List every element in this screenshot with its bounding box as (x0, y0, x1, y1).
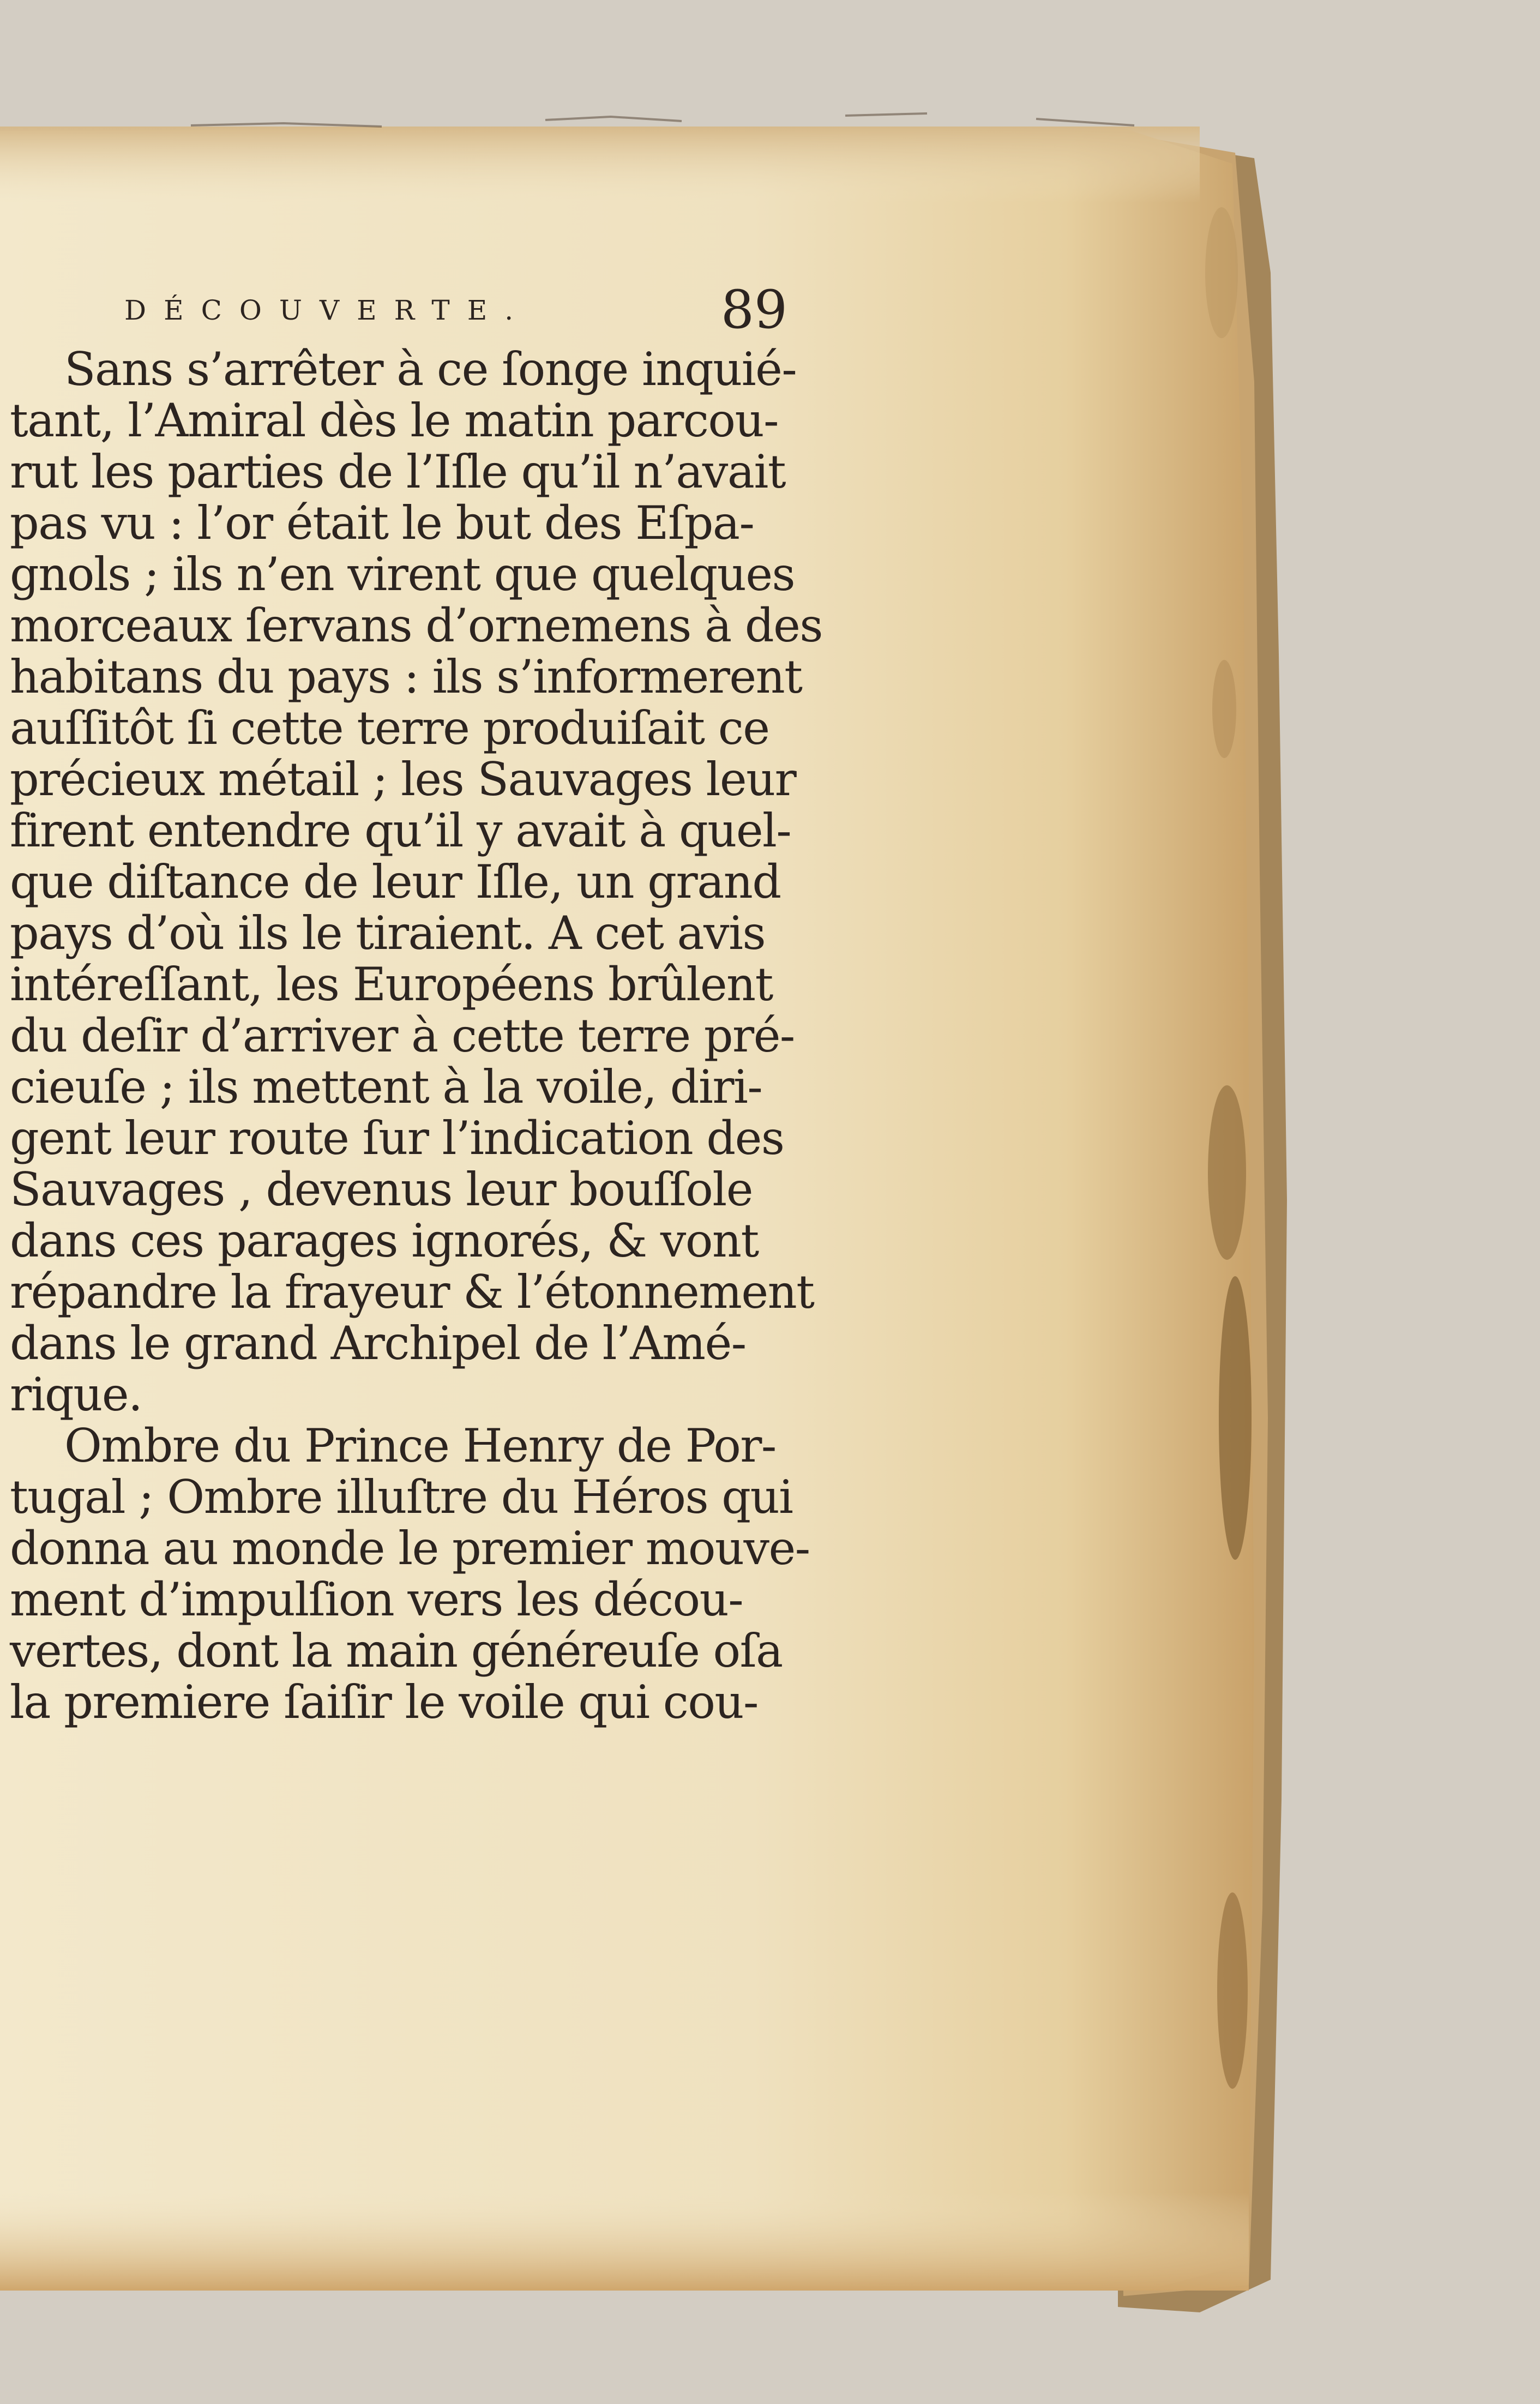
text-line: gnols ; ils n’en virent que quelques (10, 548, 795, 601)
paragraph (10, 342, 822, 1421)
running-title: DÉCOUVERTE. (124, 295, 531, 326)
text-line: tugal ; Ombre illuſtre du Héros qui (10, 1470, 793, 1524)
paragraph (10, 1419, 810, 1729)
text-line: Sans s’arrêter à ce ſonge inquié- (64, 342, 797, 396)
text-line: morceaux ſervans d’ornemens à des (10, 599, 822, 652)
text-line: tant, l’Amiral dès le matin parcou- (10, 394, 778, 447)
text-line: ment d’impulſion vers les décou- (10, 1573, 743, 1626)
text-line: intéreſſant, les Européens brûlent (10, 958, 773, 1011)
running-head (10, 279, 787, 344)
text-line: cieuſe ; ils mettent à la voile, diri- (10, 1060, 762, 1114)
text-line: précieux métail ; les Sauvages leur (10, 753, 796, 806)
text-line: gent leur route ſur l’indication des (10, 1111, 784, 1165)
text-line: Ombre du Prince Henry de Por- (64, 1419, 776, 1473)
text-line: du deſir d’arriver à cette terre pré- (10, 1009, 795, 1062)
text-line: rut les parties de l’Iſle qu’il n’avait (10, 445, 786, 498)
text-line: répandre la frayeur & l’étonnement (10, 1265, 814, 1319)
text-line: dans le grand Archipel de l’Amé- (10, 1317, 746, 1370)
text-line: la premiere ſaiſir le voile qui cou- (10, 1675, 758, 1729)
page-number: 89 (720, 279, 787, 340)
text-line: rique. (10, 1368, 142, 1421)
text-line: habitans du pays : ils s’informerent (10, 650, 802, 704)
text-line: firent entendre qu’il y avait à quel- (10, 804, 791, 857)
text-line: pays d’où ils le tiraient. A cet avis (10, 906, 766, 960)
text-line: auſſitôt ſi cette terre produiſait ce (10, 701, 769, 755)
text-line: que diſtance de leur Iſle, un grand (10, 855, 781, 909)
text-line: vertes, dont la main généreuſe oſa (10, 1624, 783, 1678)
text-line: donna au monde le premier mouve- (10, 1522, 810, 1575)
text-line: Sauvages , devenus leur bouſſole (10, 1163, 753, 1216)
page-text (10, 279, 822, 1729)
text-line: dans ces parages ignorés, & vont (10, 1214, 759, 1267)
text-line: pas vu : l’or était le but des Eſpa- (10, 496, 754, 550)
